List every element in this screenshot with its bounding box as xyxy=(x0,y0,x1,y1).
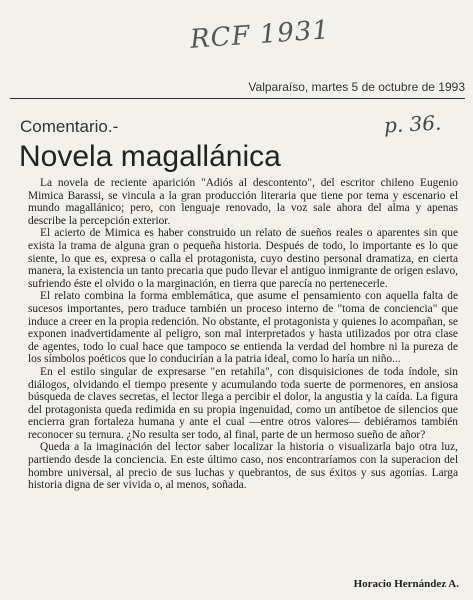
header-rule xyxy=(10,98,465,99)
paragraph-3: El relato combina la forma emblemática, que asume el pensamiento con aquella falta de sucesos importantes, pero traduce también un proceso interno de "toma de conciencia" que induce a creer en la propia redención. No obstante, el protagonista y quienes lo acompañan, se exponen inadvertidamente al peligro, son mal interpretados y hasta utilizados por otra clase de agentes, todo lo cual hace que tampoco se entienda la verdad del hombre ni la pureza de los símbolos poéticos que lo conducirían a la patria ideal, como lo haría un niño... xyxy=(28,290,458,366)
section-label: Comentario.- xyxy=(20,117,119,136)
article-title: Novela magallánica xyxy=(19,140,281,173)
paragraph-2: El acierto de Mimica es haber construido un relato de sueños reales o aparentes sin que exista la trama de alguna gran o pequeña historia. Después de todo, lo importante es lo que siente, lo que es, expresa o calla el protagonista, cuyo destino personal dramatiza, en cierta manera, la existencia un tanto precaria que pudo llevar el antiguo inmigrante de origen eslavo, sufriendo éste el olvido o la marginación, en tierra que parecía no pertenecerle. xyxy=(28,227,458,290)
handwritten-page-note: p. 36. xyxy=(383,110,442,138)
paragraph-1: La novela de reciente aparición "Adiós al descontento", del escritor chileno Eugenio Mimica Barassi, se vincula a la gran producción literaria que tiene por tema y escenario el mundo magallánico; pero, con lenguaje renovado, la voz sale ahora del alma y apenas describe la percepción exterior. xyxy=(28,177,458,227)
dateline: Valparaíso, martes 5 de octubre de 1993 xyxy=(248,80,465,94)
paragraph-4: En el estilo singular de expresarse "en retahila", con disquisiciones de toda índole, sin diálogos, olvidando el tiempo presente y acumulando toda suerte de pormenores, en ansiosa búsqueda de claves secretas, el lector llega a percibir el dolor, la angustia y la caída. La figura del protagonista queda redimida en su propia ingenuidad, como un antíbetoe de silencios que encierra gran fortaleza humana y ante el cual —entre otros valores— debiéramos también reconocer su ternura. ¿No resulta ser todo, al final, parte de un hermoso sueño de añor? xyxy=(28,365,458,441)
paragraph-5: Queda a la imaginación del lector saber localizar la historia o visualizarla bajo otra luz, partiendo desde la conciencia. En este último caso, nos encontraríamos con la superacion del hombre universal, al precio de sus luchas y quebrantos, de sus éxitos y sus agonías. Larga historia digna de ser vivida o, al menos, soñada. xyxy=(28,441,458,492)
handwritten-archive-code: RCF 1931 xyxy=(189,15,331,55)
author-byline: Horacio Hernández A. xyxy=(353,578,459,590)
article-body xyxy=(28,177,458,492)
